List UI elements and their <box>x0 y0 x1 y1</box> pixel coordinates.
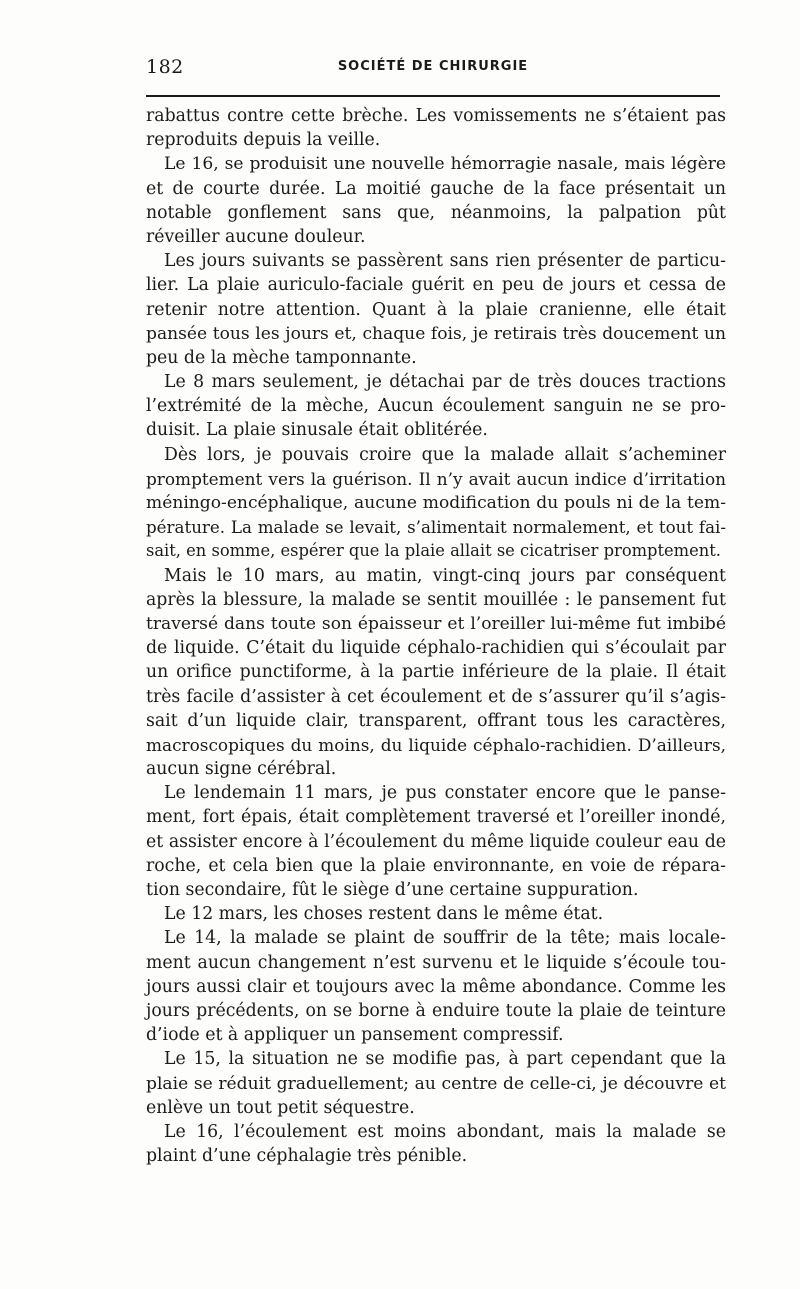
text-line: tion secondaire, fût le siège d’une certaine suppuration. <box>146 880 639 900</box>
text-line: macroscopiques du moins, du liquide céphalo-rachidien. D’ailleurs, <box>146 734 726 755</box>
text-line: après la blessure, la malade se sentit mouillée : le pansement fut <box>146 589 726 610</box>
text-line: promptement vers la guérison. Il n’y avait aucun indice d’irritation <box>146 468 726 489</box>
body-text <box>146 104 726 1168</box>
text-line: plaint d’une céphalagie très pénible. <box>146 1146 468 1167</box>
text-line: ment, fort épais, était complètement traversé et l’oreiller inondé, <box>146 807 726 828</box>
text-line: jours aussi clair et toujours avec la même abondance. Comme les <box>146 976 726 997</box>
text-line: traversé dans toute son épaisseur et l’oreiller lui-même fut imbibé <box>146 613 726 634</box>
text-line: Le 8 mars seulement, je détachai par de très douces tractions <box>164 372 726 393</box>
text-line: peu de la mèche tamponnante. <box>146 347 417 368</box>
text-line: jours précédents, on se borne à enduire toute la plaie de teinture <box>146 1000 726 1021</box>
text-line: sait d’un liquide clair, transparent, offrant tous les caractères, <box>146 710 726 731</box>
text-line: Le 15, la situation ne se modifie pas, à part cependant que la <box>164 1049 726 1070</box>
text-line: rabattus contre cette brèche. Les vomissements ne s’étaient pas <box>146 106 726 126</box>
text-line: retenir notre attention. Quant à la plaie cranienne, elle était <box>146 299 726 320</box>
text-line: enlève un tout petit séquestre. <box>146 1097 415 1118</box>
text-line: Dès lors, je pouvais croire que la malade allait s’acheminer <box>164 444 726 465</box>
text-line: et assister encore à l’écoulement du même liquide couleur eau de <box>146 831 726 852</box>
page-number: 182 <box>146 56 184 78</box>
text-line: d’iode et à appliquer un pansement compressif. <box>146 1025 564 1046</box>
header-rule <box>146 95 720 97</box>
text-line: Le 14, la malade se plaint de souffrir de la tête; mais locale- <box>164 928 726 949</box>
running-head: SOCIÉTÉ DE CHIRURGIE <box>337 59 529 74</box>
text-line: sait, en somme, espérer que la plaie allait se cicatriser promptement. <box>146 541 721 561</box>
text-line: Le 12 mars, les choses restent dans le même état. <box>164 904 604 925</box>
text-line: méningo-encéphalique, aucune modification du pouls ni de la tem- <box>146 493 726 513</box>
text-line: un orifice punctiforme, à la partie inférieure de la plaie. Il était <box>146 662 726 683</box>
text-line: Le 16, se produisit une nouvelle hémorragie nasale, mais légère <box>164 154 726 175</box>
text-line: Les jours suivants se passèrent sans rien présenter de particu- <box>164 251 726 272</box>
text-line: et de courte durée. La moitié gauche de la face présentait un <box>146 178 726 199</box>
page-header <box>146 56 720 84</box>
text-line: Le 16, l’écoulement est moins abondant, mais la malade se <box>164 1121 726 1142</box>
text-line: Mais le 10 mars, au matin, vingt-cinq jours par conséquent <box>164 565 726 586</box>
text-line: l’extrémité de la mèche, Aucun écoulement sanguin ne se pro- <box>146 396 726 417</box>
text-line: Le lendemain 11 mars, je pus constater encore que le panse- <box>164 783 726 804</box>
text-line: lier. La plaie auriculo-faciale guérit en peu de jours et cessa de <box>146 275 726 296</box>
text-line: très facile d’assister à cet écoulement et de s’assurer qu’il s’agis- <box>146 686 726 707</box>
text-line: ment aucun changement n’est survenu et le liquide s’écoule tou- <box>146 952 726 973</box>
text-line: aucun signe cérébral. <box>146 759 337 780</box>
text-line: duisit. La plaie sinusale était oblitérée. <box>146 420 488 441</box>
text-line: plaie se réduit graduellement; au centre de celle-ci, je découvre et <box>146 1073 726 1094</box>
text-line: reproduits depuis la veille. <box>146 130 381 151</box>
text-line: pérature. La malade se levait, s’alimentait normalement, et tout fai- <box>146 517 726 538</box>
text-line: roche, et cela bien que la plaie environnante, en voie de répara- <box>146 855 726 876</box>
text-line: de liquide. C’était du liquide céphalo-rachidien qui s’écoulait par <box>146 638 726 659</box>
text-line: pansée tous les jours et, chaque fois, je retirais très doucement un <box>146 323 726 344</box>
text-line: notable gonflement sans que, néanmoins, la palpation pût <box>146 202 726 223</box>
text-line: réveiller aucune douleur. <box>146 226 366 247</box>
